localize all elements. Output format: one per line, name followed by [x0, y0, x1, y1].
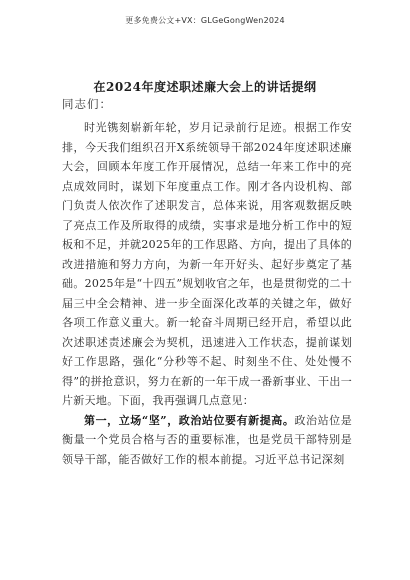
- point-paragraph: [62, 411, 352, 470]
- salutation: 同志们：: [62, 97, 112, 111]
- point-text: 政治站位是衡量一个党员合格与否的重要标准，也是党员干部特别是领导干部，能否做好工作的根本前提。习近平总书记深刻: [62, 413, 353, 466]
- body-paragraph: 时光镌刻崭新年轮，岁月记录前行足迹。根据工作安排，今天我们组织召开X系统领导干部2024年度述职述廉大会，回顾本年度工作开展情况，总结一年来工作中的亮点成效同时，谋划下年度重点工作。刚才各内设机构、部门负责人依次作了述职发言，总体来说，用客观数据反映了亮点工作及所取得的成绩，实事求是地分析工作中的短板和不足，并就2025年的工作思路、方向，提出了具体的改进措施和努力方向，为新一年开好头、起好步奠定了基础。2025年是“十四五”规划收官之年，也是贯彻党的二十届三中全会精神、进一步全面深化改革的关键之年，做好各项工作意义重大。新一轮奋斗周期已经开启，希望以此次述职述责述廉会为契机，迅速进入工作状态，提前谋划好工作思路，强化“分秒等不起、时刻坐不住、处处慢不得”的拼抢意识，努力在新的一年干成一番新事业、干出一片新天地。下面，我再强调几点意见：: [62, 121, 352, 407]
- point-heading: 第一，立场“坚”，政治站位要有新提高。: [84, 413, 295, 427]
- document-title: 在2024年度述职述廉大会上的讲话提纲: [93, 80, 317, 94]
- document-body: [62, 118, 352, 469]
- header-note: 更多免费公文+VX：GLGeGongWen2024: [125, 16, 285, 25]
